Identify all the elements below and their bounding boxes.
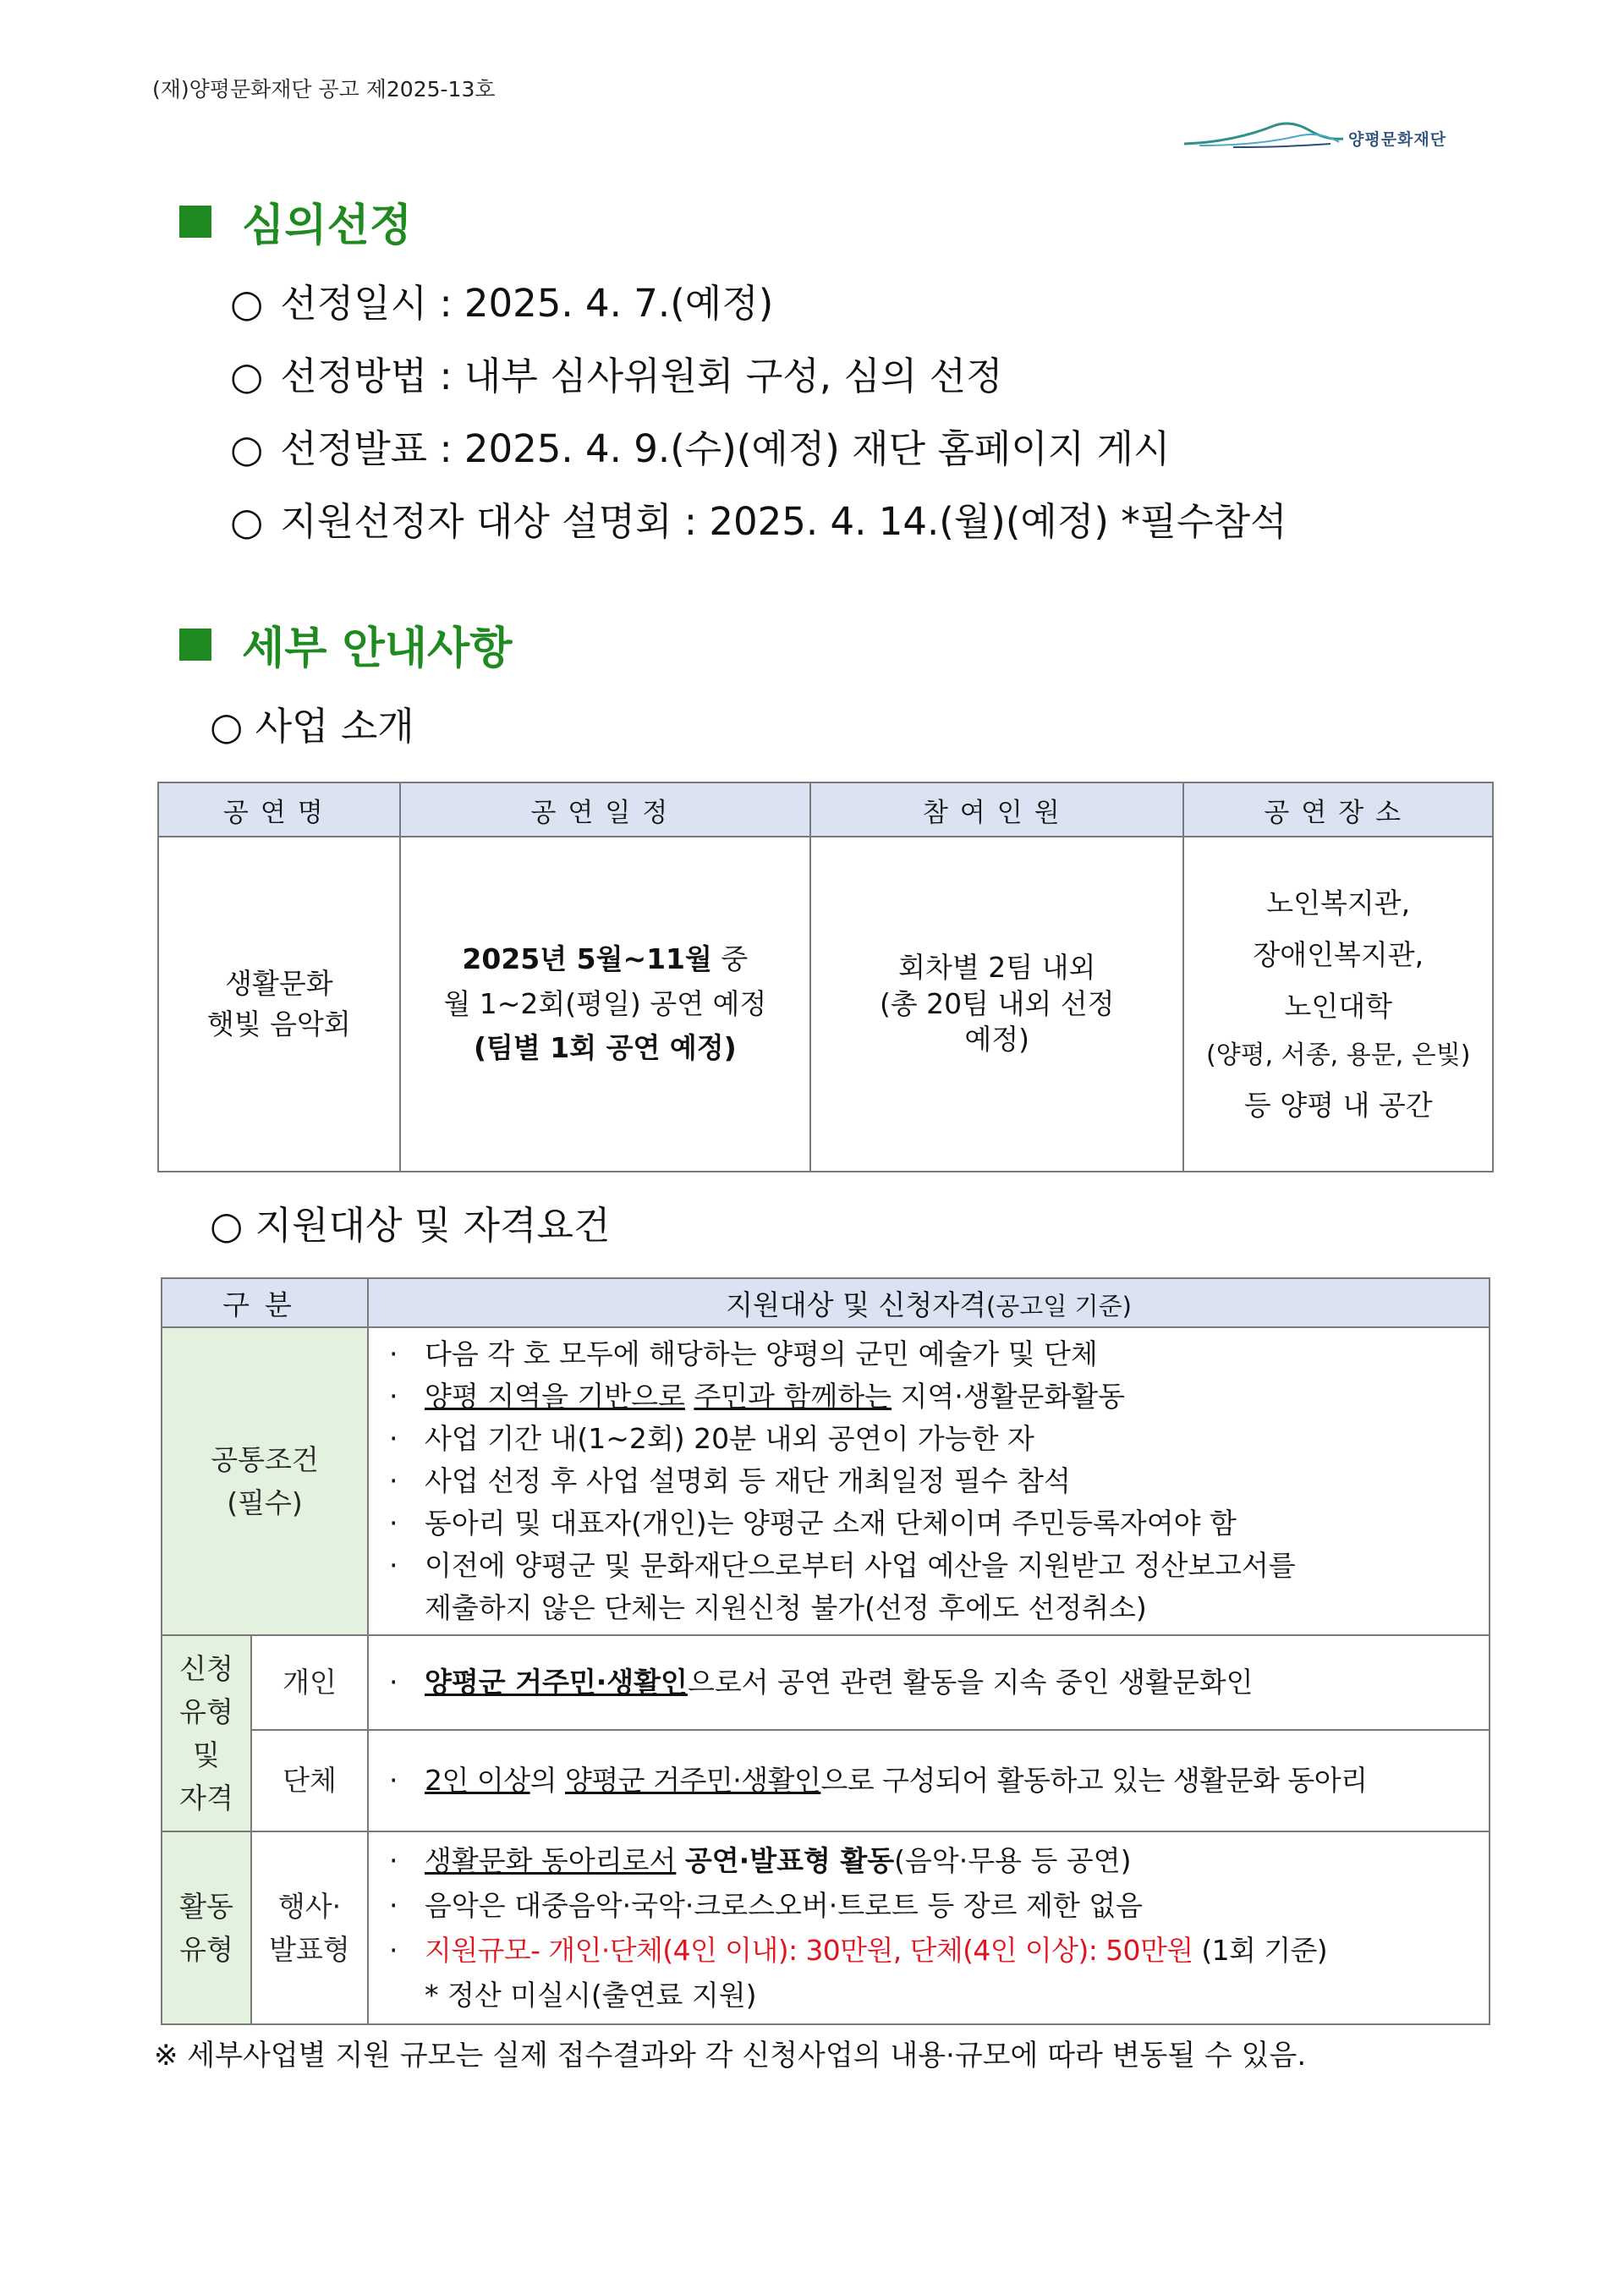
activity-details xyxy=(368,1831,1490,2024)
col-header-schedule: 공연일정 xyxy=(400,782,810,837)
individual-qualification: · 양평군 거주민·생활인으로서 공연 관련 활동을 지속 중인 생활문화인 xyxy=(368,1635,1490,1730)
table-row-common xyxy=(162,1327,1490,1635)
common-conditions xyxy=(368,1327,1490,1635)
table-row-group xyxy=(162,1730,1490,1831)
section-square-icon xyxy=(179,206,211,238)
logo-wave-icon xyxy=(1182,118,1352,157)
col-header-name: 공연명 xyxy=(158,782,400,837)
list-item: · 이전에 양평군 및 문화재단으로부터 사업 예산을 지원받고 정산보고서를 xyxy=(389,1545,1477,1587)
open-circle-icon: ○ xyxy=(230,426,264,471)
cell-venue: 노인복지관, 장애인복지관, 노인대학 (양평, 서종, 용문, 은빛) 등 양평 내 공간 xyxy=(1183,837,1493,1172)
list-item: · 동아리 및 대표자(개인)는 양평군 소재 단체이며 주민등록자여야 함 xyxy=(389,1502,1477,1545)
table-row xyxy=(158,837,1493,1172)
logo-text: 양평문화재단 xyxy=(1348,130,1447,149)
category-apply-type: 신청 유형 및 자격 xyxy=(162,1635,251,1831)
footnote: ※ 세부사업별 지원 규모는 실제 접수결과와 각 신청사업의 내용·규모에 따라 변동될 수 있음. xyxy=(154,2039,1307,2073)
open-circle-icon: ○ xyxy=(230,499,264,544)
subsection-intro: ○ 사업 소개 xyxy=(210,704,414,749)
list-item: 제출하지 않은 단체는 지원신청 불가(선정 후에도 선정취소) xyxy=(425,1591,1147,1624)
list-item: · 사업 선정 후 사업 설명회 등 재단 개최일정 필수 참석 xyxy=(389,1460,1477,1502)
open-circle-icon: ○ xyxy=(230,354,264,398)
review-item-announce: ○ 선정발표 : 2025. 4. 9.(수)(예정) 재단 홈페이지 게시 xyxy=(230,426,1171,471)
category-activity: 활동 유형 xyxy=(162,1831,251,2024)
category-common: 공통조건 (필수) xyxy=(162,1327,368,1635)
program-table xyxy=(157,782,1494,1172)
col-header-members: 참여인원 xyxy=(810,782,1183,837)
table-row-activity xyxy=(162,1831,1490,2024)
section-title-details xyxy=(179,612,513,676)
open-circle-icon: ○ xyxy=(230,281,264,326)
subcategory-group: 단체 xyxy=(251,1730,368,1831)
foundation-logo xyxy=(1182,118,1470,157)
section-title-text: 세부 안내사항 xyxy=(242,623,513,674)
open-circle-icon: ○ xyxy=(210,704,255,749)
subcategory-performance: 행사· 발표형 xyxy=(251,1831,368,2024)
doc-number: (재)양평문화재단 공고 제2025-13호 xyxy=(152,77,496,102)
review-item-date: ○ 선정일시 : 2025. 4. 7.(예정) xyxy=(230,281,774,326)
section-title-text: 심의선정 xyxy=(242,200,412,251)
cell-schedule: 2025년 5월~11월 중 월 1~2회(평일) 공연 예정 (팀별 1회 공연 예정) xyxy=(400,837,810,1172)
col-header-venue: 공연장소 xyxy=(1183,782,1493,837)
list-item: · 다음 각 호 모두에 해당하는 양평의 군민 예술가 및 단체 xyxy=(389,1333,1477,1375)
cell-members: 회차별 2팀 내외 (총 20팀 내외 선정 예정) xyxy=(810,837,1183,1172)
section-square-icon xyxy=(179,629,211,661)
list-item: * 정산 미실시(출연료 지원) xyxy=(425,1979,757,2012)
cell-program-name: 생활문화 햇빛 음악회 xyxy=(158,837,400,1172)
subcategory-individual: 개인 xyxy=(251,1635,368,1730)
section-title-review xyxy=(179,189,412,253)
list-item: · 음악은 대중음악·국악·크로스오버·트로트 등 장르 제한 없음 xyxy=(389,1883,1477,1928)
col-header-category: 구분 xyxy=(162,1278,368,1327)
eligibility-table xyxy=(161,1277,1490,2025)
table-row-individual xyxy=(162,1635,1490,1730)
review-item-briefing: ○ 지원선정자 대상 설명회 : 2025. 4. 14.(월)(예정) *필수참석 xyxy=(230,499,1287,544)
list-item: · 사업 기간 내(1~2회) 20분 내외 공연이 가능한 자 xyxy=(389,1418,1477,1460)
subsection-eligibility: ○ 지원대상 및 자격요건 xyxy=(210,1203,611,1248)
col-header-target: 지원대상 및 신청자격(공고일 기준) xyxy=(368,1278,1490,1327)
open-circle-icon: ○ xyxy=(210,1203,255,1248)
review-item-method: ○ 선정방법 : 내부 심사위원회 구성, 심의 선정 xyxy=(230,354,1003,398)
list-item: · 지원규모- 개인·단체(4인 이내): 30만원, 단체(4인 이상): 50만원 (1회 기준) xyxy=(389,1928,1477,1973)
group-qualification: · 2인 이상의 양평군 거주민·생활인으로 구성되어 활동하고 있는 생활문화 동아리 xyxy=(368,1730,1490,1831)
list-item: · 양평 지역을 기반으로 주민과 함께하는 지역·생활문화활동 xyxy=(389,1375,1477,1418)
list-item: · 생활문화 동아리로서 공연·발표형 활동(음악·무용 등 공연) xyxy=(389,1838,1477,1883)
